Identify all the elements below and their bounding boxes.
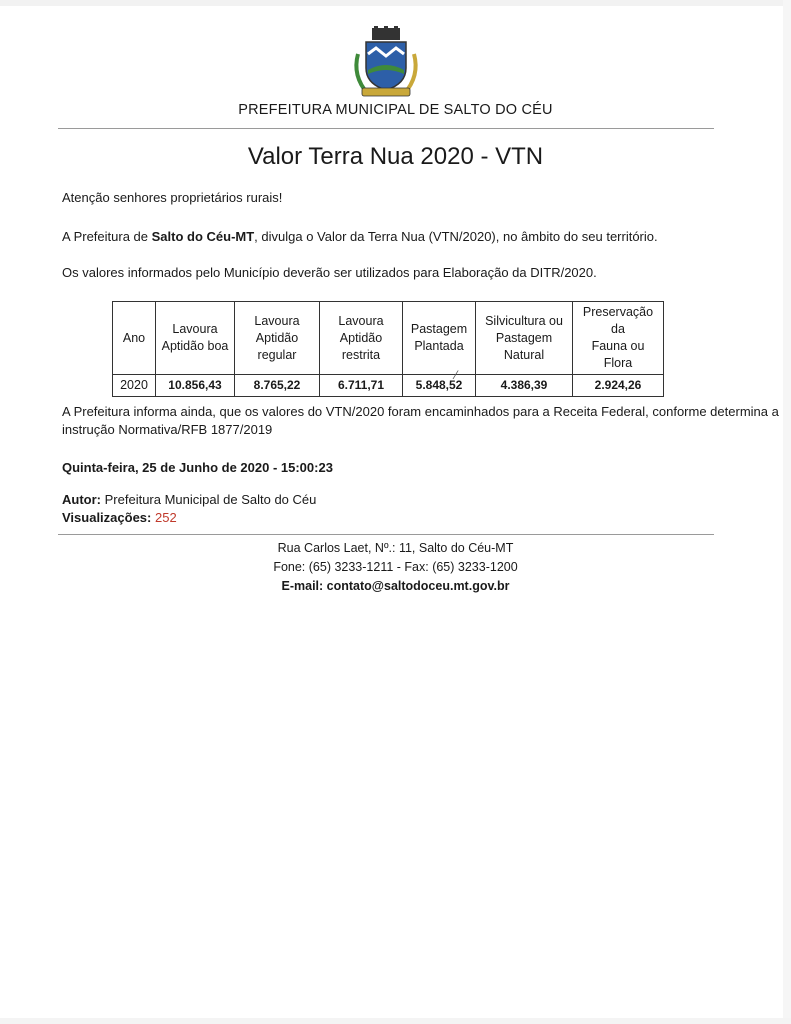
cell-lavoura-boa: 10.856,43 [156,375,235,397]
table-header-row [113,302,664,375]
vtn-table-wrapper [112,301,664,397]
scan-edge-bottom [0,1018,791,1024]
cell-lavoura-regular: 8.765,22 [235,375,320,397]
header-cell-lavoura-regular: Lavoura Aptidão regular [235,302,320,375]
header-cell-pastagem: Pastagem Plantada [403,302,476,375]
views-count: 252 [155,510,177,525]
views-label: Visualizações: [62,510,152,525]
footer-address: Rua Carlos Laet, Nº.: 11, Salto do Céu-MT [277,541,514,555]
usage-paragraph: Os valores informados pelo Município deverão ser utilizados para Elaboração da DITR/2020. [62,265,597,280]
cell-lavoura-restrita: 6.711,71 [320,375,403,397]
header-cell-silvicultura: Silvicultura ou Pastagem Natural [476,302,573,375]
info-line-1: A Prefeitura informa ainda, que os valores do VTN/2020 foram encaminhados para a Receita Federal, conforme determina a [62,404,779,419]
author-label: Autor: [62,492,101,507]
table-row [113,375,664,397]
info-line-2: instrução Normativa/RFB 1877/2019 [62,422,273,437]
cell-year: 2020 [113,375,156,397]
intro-municipality: Salto do Céu-MT [151,229,255,244]
footer-phone: Fone: (65) 3233-1211 - Fax: (65) 3233-1200 [273,560,518,574]
header-cell-ano: Ano [113,302,156,375]
footer-email: E-mail: contato@saltodoceu.mt.gov.br [281,579,510,593]
municipal-crest-icon [346,24,426,104]
footer-divider [58,534,714,535]
author-line [62,491,316,509]
vtn-table [112,301,664,397]
cell-silvicultura: 4.386,39 [476,375,573,397]
page-title: Valor Terra Nua 2020 - VTN [247,143,544,170]
views-line [62,509,177,527]
author-name: Prefeitura Municipal de Salto do Céu [104,492,317,507]
org-name: PREFEITURA MUNICIPAL DE SALTO DO CÉU [238,102,553,118]
header-divider [58,128,714,129]
intro-suffix: , divulga o Valor da Terra Nua (VTN/2020), no âmbito do seu território. [254,229,658,244]
scan-mark: ⁄ [455,368,458,382]
cell-pastagem: 5.848,52 [403,375,476,397]
intro-paragraph [62,228,658,246]
header-cell-lavoura-restrita: Lavoura Aptidão restrita [320,302,403,375]
greeting-text: Atenção senhores proprietários rurais! [62,190,283,205]
intro-prefix: A Prefeitura de [62,229,152,244]
header-cell-lavoura-boa: Lavoura Aptidão boa [156,302,235,375]
publish-date: Quinta-feira, 25 de Junho de 2020 - 15:00:23 [62,460,333,475]
scan-edge-top [0,0,791,6]
cell-preservacao: 2.924,26 [573,375,664,397]
header-cell-preservacao: Preservação da Fauna ou Flora [573,302,664,375]
